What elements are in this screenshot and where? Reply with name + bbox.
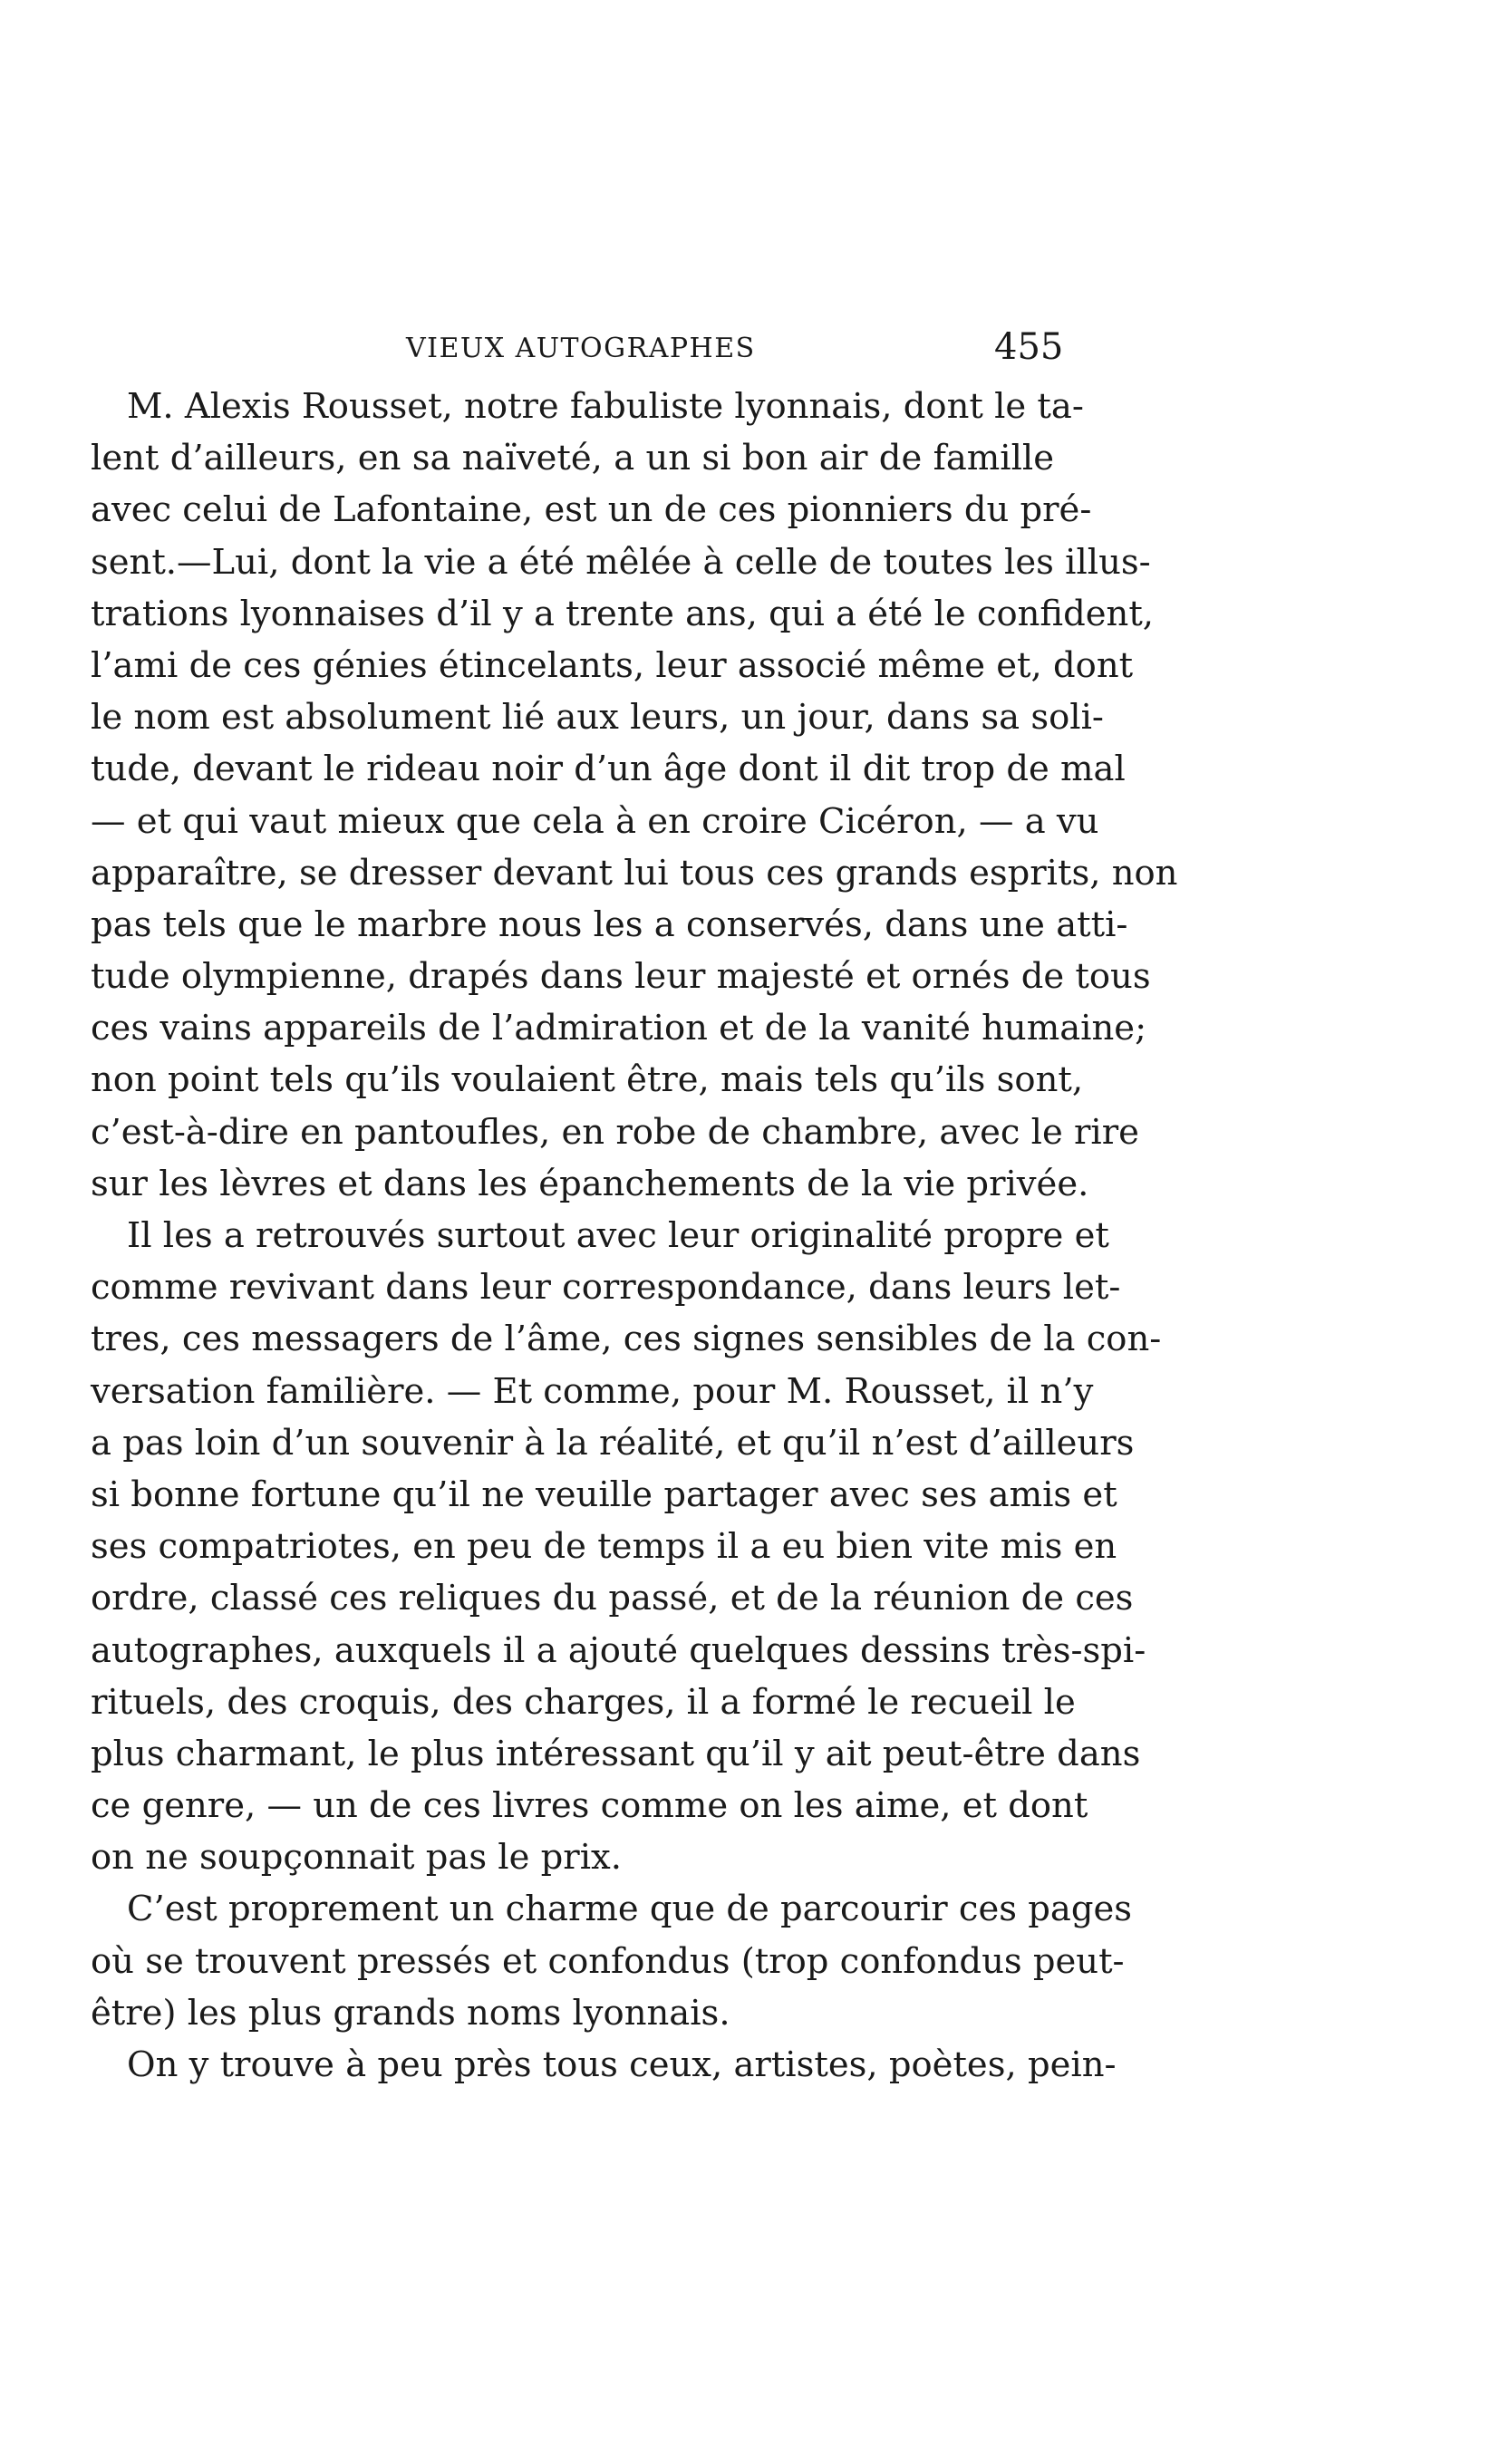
text-line: plus charmant, le plus intéressant qu’il y ait peut-être dans: [91, 1733, 1141, 1774]
text-line: ordre, classé ces reliques du passé, et de la réunion de ces: [91, 1578, 1134, 1619]
text-line: lent d’ailleurs, en sa naïveté, a un si bon air de famille: [91, 438, 1054, 479]
text-line: ses compatriotes, en peu de temps il a eu bien vite mis en: [91, 1526, 1117, 1568]
text-line: on ne soupçonnait pas le prix.: [91, 1837, 622, 1879]
text-line: ces vains appareils de l’admiration et de la vanité humaine;: [91, 1008, 1147, 1049]
text-line: c’est-à-dire en pantoufles, en robe de chambre, avec le rire: [91, 1111, 1139, 1153]
text-line: C’est proprement un charme que de parcourir ces pages: [127, 1889, 1133, 1930]
text-line: versation familière. — Et comme, pour M. Rousset, il n’y: [91, 1370, 1094, 1412]
paragraph: [91, 1210, 1162, 1883]
text-line: On y trouve à peu près tous ceux, artistes, poètes, pein-: [127, 2044, 1117, 2085]
text-line: ce genre, — un de ces livres comme on les aime, et dont: [91, 1785, 1088, 1827]
text-line: Il les a retrouvés surtout avec leur originalité propre et: [127, 1215, 1109, 1256]
text-line: être) les plus grands noms lyonnais.: [91, 1992, 730, 2034]
text-line: apparaître, se dresser devant lui tous ces grands esprits, non: [91, 852, 1178, 894]
text-line: trations lyonnaises d’il y a trente ans, qui a été le confident,: [91, 593, 1155, 634]
text-line: rituels, des croquis, des charges, il a formé le recueil le: [91, 1681, 1076, 1723]
text-line: autographes, auxquels il a ajouté quelques dessins très-spi-: [91, 1629, 1146, 1671]
text-line: pas tels que le marbre nous les a conservés, dans une atti-: [91, 903, 1128, 945]
text-line: où se trouvent pressés et confondus (trop confondus peut-: [91, 1940, 1125, 1982]
text-line: avec celui de Lafontaine, est un de ces pionniers du pré-: [91, 489, 1092, 531]
text-line: — et qui vaut mieux que cela à en croire Cicéron, — a vu: [91, 800, 1099, 842]
text-line: sent.—Lui, dont la vie a été mêlée à celle de toutes les illus-: [91, 541, 1151, 583]
text-line: l’ami de ces génies étincelants, leur associé même et, dont: [91, 644, 1134, 686]
running-head: VIEUX AUTOGRAPHES: [406, 333, 756, 364]
text-line: si bonne fortune qu’il ne veuille partager avec ses amis et: [91, 1474, 1117, 1515]
page-header: [0, 326, 1499, 372]
text-line: comme revivant dans leur correspondance, dans leurs let-: [91, 1267, 1121, 1309]
text-line: tres, ces messagers de l’âme, ces signes sensibles de la con-: [91, 1319, 1162, 1360]
text-line: tude, devant le rideau noir d’un âge dont il dit trop de mal: [91, 749, 1126, 790]
text-line: tude olympienne, drapés dans leur majesté et ornés de tous: [91, 956, 1151, 998]
paragraph: [91, 1883, 1133, 2039]
paragraph: [91, 2039, 1117, 2091]
text-line: a pas loin d’un souvenir à la réalité, et qu’il n’est d’ailleurs: [91, 1422, 1135, 1464]
paragraph: [91, 381, 1178, 1210]
body-text: [91, 381, 1178, 2091]
text-line: sur les lèvres et dans les épanchements de la vie privée.: [91, 1163, 1089, 1204]
text-line: le nom est absolument lié aux leurs, un jour, dans sa soli-: [91, 697, 1104, 739]
page-number: 455: [994, 326, 1064, 368]
text-line: M. Alexis Rousset, notre fabuliste lyonnais, dont le ta-: [127, 386, 1084, 427]
text-line: non point tels qu’ils voulaient être, mais tels qu’ils sont,: [91, 1059, 1084, 1101]
